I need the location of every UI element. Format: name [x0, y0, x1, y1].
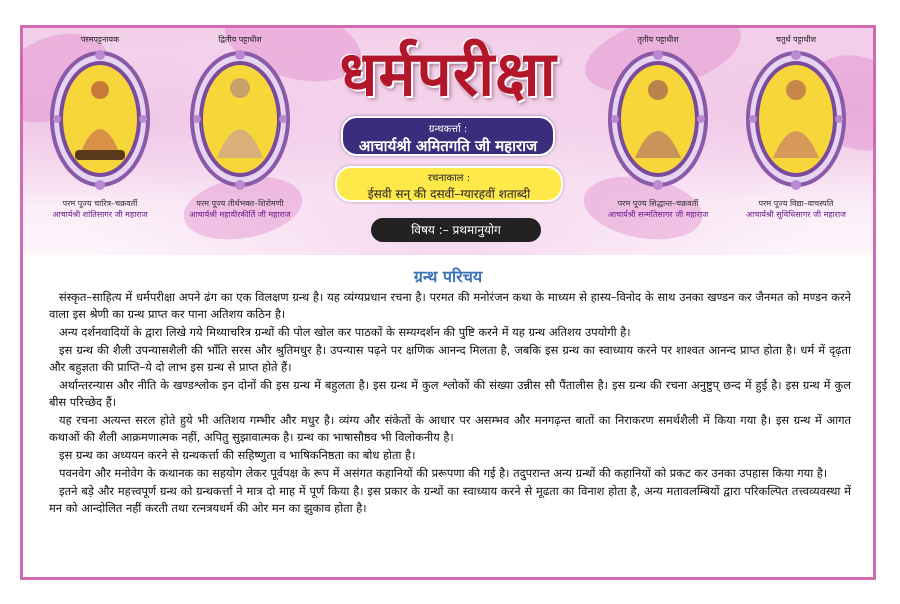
portrait-4-line1: परम पूज्य विद्या–वाचस्पति: [758, 199, 834, 208]
portrait-2-line1: परम पूज्य तीर्थभक्त–शिरोमणी: [196, 199, 284, 208]
author-label: ग्रन्थकर्त्ता :: [428, 124, 468, 135]
portrait-4: [741, 34, 851, 220]
paragraph-3: इस ग्रन्थ की शैली उपन्यासशैली की भाँति सरस और श्रुतिमधुर है। उपन्यास पढ़ने पर क्षणिक आनन्द मिलता है, जबकि इस ग्रन्थ का स्वाध्याय करने पर शाश्वत आनन्द प्राप्त होता है। धर्म में दृढ़ता और बहुज्ञता की प्राप्ति–ये दो लाभ इस ग्रन्थ से प्राप्त होते हैं।: [49, 343, 851, 374]
portrait-1-line1: परम पूज्य चारित्र–चक्रवर्ती: [62, 199, 138, 208]
poster-frame: [20, 25, 876, 580]
portrait-1-line2: आचार्यश्री शांतिसागर जी महाराज: [52, 210, 148, 219]
introduction-section: [23, 255, 873, 577]
portrait-3-line2: आचार्यश्री सन्मतिसागर जी महाराज: [607, 210, 709, 219]
period-value: ईसवी सन् की दसवीं–ग्यारहवीं शताब्दी: [367, 187, 531, 201]
period-label: रचनाकाल :: [427, 173, 471, 184]
portrait-4-rank: चतुर्थ पट्टाधीश: [775, 35, 817, 44]
portrait-3-medallion: [605, 46, 711, 192]
portrait-1: [45, 34, 155, 220]
period-box: [335, 166, 563, 202]
portrait-2-medallion: [187, 46, 293, 192]
paragraph-2: अन्य दर्शनवादियों के द्वारा लिखे गये मिथ्याचरित्र ग्रन्थों की पोल खोल कर पाठकों के सम्यग्दर्शन की पुष्टि करने में यह ग्रन्थ अतिशय उपयोगी है।: [59, 325, 631, 339]
portrait-2-line2: आचार्यश्री महावीरकीर्ति जी महाराज: [189, 210, 291, 219]
portrait-4-medallion: [743, 46, 849, 192]
author-box: [341, 116, 555, 156]
section-heading: ग्रन्थ परिचय: [413, 267, 483, 286]
author-name: आचार्यश्री अमितगति जी महाराज: [358, 137, 538, 155]
subject-badge: विषय :– प्रथमानुयोग: [371, 218, 541, 242]
portrait-1-medallion: [47, 46, 153, 192]
header-banner: [23, 28, 873, 255]
portrait-4-line2: आचार्यश्री सुविधिसागर जी महाराज: [746, 210, 846, 219]
poster-title: धर्मपरीक्षा: [339, 37, 557, 110]
portrait-2-rank: द्वितीय पट्टाधीश: [218, 35, 262, 44]
portrait-1-rank: परमपट्टनायक: [80, 35, 120, 44]
portrait-3-rank: तृतीय पट्टाधीश: [637, 35, 679, 44]
paragraph-1: संस्कृत–साहित्य में धर्मपरीक्षा अपने ढंग का एक विलक्षण ग्रन्थ है। यह व्यंग्यप्रधान रचना है। परमत की मनोरंजन कथा के माध्यम से हास्य–विनोद के साथ उनका खण्डन कर जैनमत को मण्डन करने वाला इस श्रेणी का ग्रन्थ प्राप्त कर पाना अतिशय कठिन है।: [49, 290, 851, 321]
paragraph-8: इतने बड़े और महत्त्वपूर्ण ग्रन्थ को ग्रन्थकर्त्ता ने मात्र दो माह में पूर्ण किया है। इस प्रकार के ग्रन्थों का स्वाध्याय करने से मूढता का विनाश होता है, अन्य मतावलम्बियों द्वारा परिकल्पित तत्त्वव्यवस्था में मन को आन्दोलित नहीं करती तथा रत्नत्रयधर्म की ओर मन का झुकाव होता है।: [49, 484, 851, 515]
portrait-3-line1: परम पूज्य सिद्धान्त–चक्रवर्ती: [617, 199, 699, 208]
paragraph-6: इस ग्रन्थ का अध्ययन करने से ग्रन्थकर्त्ता की सहिष्णुता व भाषिकनिष्ठता का बोध होता है।: [59, 448, 416, 462]
paragraph-7: पवनवेग और मनोवेग के कथानक का सहयोग लेकर पूर्वपक्ष के रूप में असंगत कहानियों की प्ररूपणा की गई है। तदुपरान्त अन्य ग्रन्थों की कहानियों को प्रकट कर उनका उपहास किया गया है।: [59, 466, 828, 480]
portrait-2: [185, 34, 295, 220]
portrait-3: [603, 34, 713, 220]
paragraph-5: यह रचना अत्यन्त सरल होते हुये भी अतिशय गम्भीर और मधुर है। व्यंग्य और संकेतों के आधार पर असम्भव और मनगढ़न्त बातों का निराकरण समर्थशैली में किया गया है। इस ग्रन्थ में आगत कथाओं की शैली आक्रमणात्मक नहीं, अपितु सुझावात्मक है। ग्रन्थ का भाषासौष्ठव भी विलोकनीय है।: [49, 413, 851, 444]
paragraph-4: अर्थान्तरन्यास और नीति के खण्डश्लोक इन दोनों की इस ग्रन्थ में बहुलता है। इस ग्रन्थ में कुल श्लोकों की संख्या उन्नीस सौ पैंतालीस है। इस ग्रन्थ की रचना अनुष्टुप् छन्द में हुई है। इस ग्रन्थ में कुल बीस परिच्छेद हैं।: [49, 378, 851, 409]
